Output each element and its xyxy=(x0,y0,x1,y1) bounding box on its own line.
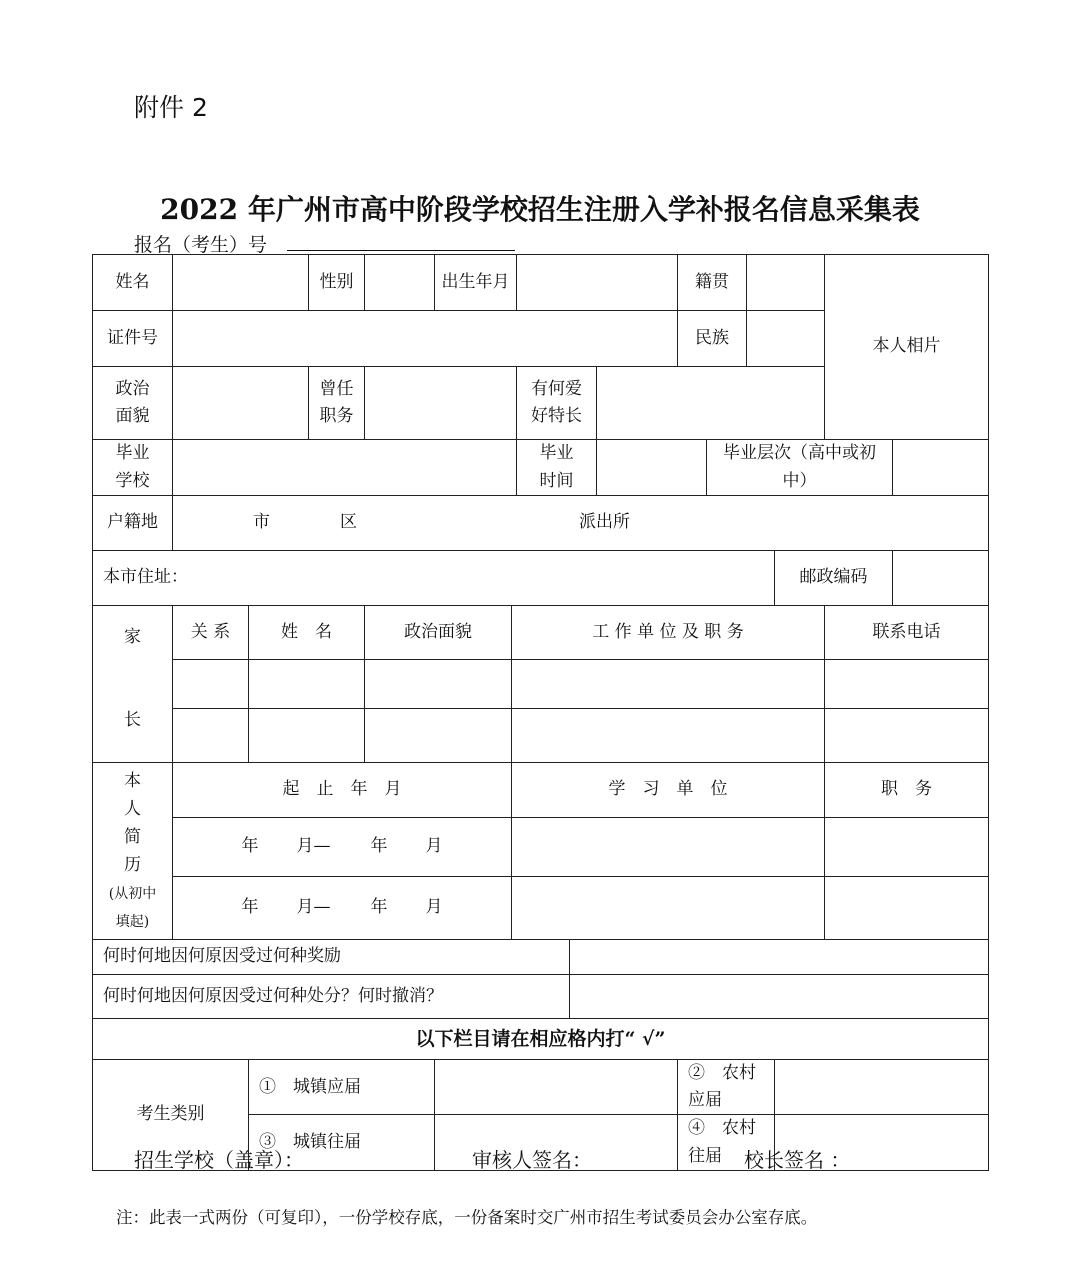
family-work-field[interactable] xyxy=(512,660,825,709)
police-station-label: 派出所 xyxy=(579,512,630,533)
former-post-field[interactable] xyxy=(365,367,517,440)
family-header-relation: 关 系 xyxy=(173,606,249,660)
gender-label: 性别 xyxy=(309,255,365,311)
postcode-label: 邮政编码 xyxy=(775,551,893,606)
category-option-urban-current: ① 城镇应届 xyxy=(249,1060,435,1115)
family-work-field[interactable] xyxy=(512,709,825,763)
ethnicity-label: 民族 xyxy=(678,311,747,367)
city-label: 市 xyxy=(253,512,270,533)
family-header-political-status: 政治面貌 xyxy=(365,606,512,660)
id-number-field[interactable] xyxy=(173,311,678,367)
native-place-label: 籍贯 xyxy=(678,255,747,311)
family-phone-field[interactable] xyxy=(825,709,989,763)
resume-label: 本 人 简 历 (从初中 填起) xyxy=(93,763,173,940)
category-option-rural-previous: ④ 农村往届 xyxy=(678,1115,775,1170)
political-status-field[interactable] xyxy=(173,367,309,440)
registration-form-table xyxy=(92,254,989,1171)
photo-box[interactable] xyxy=(825,255,989,440)
address-field[interactable] xyxy=(93,551,775,606)
postcode-field[interactable] xyxy=(893,551,989,606)
attachment-label: 附件 2 xyxy=(134,93,208,122)
graduation-time-label: 毕业 时间 xyxy=(517,440,597,496)
name-field[interactable] xyxy=(173,255,309,311)
family-political-field[interactable] xyxy=(365,660,512,709)
family-phone-field[interactable] xyxy=(825,660,989,709)
family-relation-field[interactable] xyxy=(173,709,249,763)
resume-period-field[interactable]: 年 月— 年 月 xyxy=(173,818,512,877)
reviewer-signature-label: 审核人签名： xyxy=(472,1148,592,1172)
graduation-level-field[interactable] xyxy=(893,440,989,496)
gender-field[interactable] xyxy=(365,255,435,311)
school-seal-label: 招生学校（盖章）： xyxy=(134,1148,304,1172)
political-status-label: 政治 面貌 xyxy=(93,367,173,440)
resume-post-field[interactable] xyxy=(825,877,989,940)
category-option-rural-current: ② 农村应届 xyxy=(678,1060,775,1115)
former-post-label: 曾任 职务 xyxy=(309,367,365,440)
punishments-label: 何时何地因何原因受过何种处分？何时撤消？ xyxy=(93,975,570,1019)
address-label: 本市住址： xyxy=(103,567,188,588)
registration-number-label: 报名（考生）号 xyxy=(134,234,268,256)
category-check-urban-current[interactable] xyxy=(435,1060,678,1115)
rewards-label: 何时何地因何原因受过何种奖励 xyxy=(93,940,570,975)
resume-post-field[interactable] xyxy=(825,818,989,877)
hukou-field[interactable] xyxy=(173,496,989,551)
family-name-field[interactable] xyxy=(249,660,365,709)
resume-header-period: 起 止 年 月 xyxy=(173,763,512,818)
family-name-field[interactable] xyxy=(249,709,365,763)
rewards-field[interactable] xyxy=(570,940,989,975)
family-header-name: 姓 名 xyxy=(249,606,365,660)
check-instruction: 以下栏目请在相应格内打“ √” xyxy=(93,1019,989,1060)
resume-header-post: 职 务 xyxy=(825,763,989,818)
footnote: 注：此表一式两份（可复印），一份学校存底，一份备案时交广州市招生考试委员会办公室存底。 xyxy=(116,1208,818,1227)
family-label: 家 长 xyxy=(93,606,173,763)
punishments-field[interactable] xyxy=(570,975,989,1019)
resume-period-field[interactable]: 年 月— 年 月 xyxy=(173,877,512,940)
form-title: 2022 年广州市高中阶段学校招生注册入学补报名信息采集表 xyxy=(160,193,920,226)
id-number-label: 证件号 xyxy=(93,311,173,367)
principal-signature-label: 校长签名 ： xyxy=(744,1148,851,1172)
family-political-field[interactable] xyxy=(365,709,512,763)
graduation-school-label: 毕业 学校 xyxy=(93,440,173,496)
category-option-urban-previous: ③ 城镇往届 xyxy=(249,1115,435,1170)
district-label: 区 xyxy=(340,512,357,533)
candidate-category-label: 考生类别 xyxy=(93,1060,249,1171)
hobby-label: 有何爱 好特长 xyxy=(517,367,597,440)
family-header-phone: 联系电话 xyxy=(825,606,989,660)
birth-field[interactable] xyxy=(517,255,678,311)
resume-school-field[interactable] xyxy=(512,818,825,877)
registration-number-field[interactable] xyxy=(287,250,515,251)
photo-label: 本人相片 xyxy=(872,336,941,357)
graduation-time-field[interactable] xyxy=(597,440,707,496)
native-place-field[interactable] xyxy=(747,255,825,311)
resume-header-school: 学 习 单 位 xyxy=(512,763,825,818)
ethnicity-field[interactable] xyxy=(747,311,825,367)
category-check-rural-current[interactable] xyxy=(775,1060,989,1115)
hukou-label: 户籍地 xyxy=(93,496,173,551)
name-label: 姓名 xyxy=(93,255,173,311)
birth-label: 出生年月 xyxy=(435,255,517,311)
graduation-school-field[interactable] xyxy=(173,440,517,496)
family-relation-field[interactable] xyxy=(173,660,249,709)
family-header-work-unit: 工 作 单 位 及 职 务 xyxy=(512,606,825,660)
resume-school-field[interactable] xyxy=(512,877,825,940)
graduation-level-label: 毕业层次（高中或初中） xyxy=(707,440,893,496)
hobby-field[interactable] xyxy=(597,367,825,440)
